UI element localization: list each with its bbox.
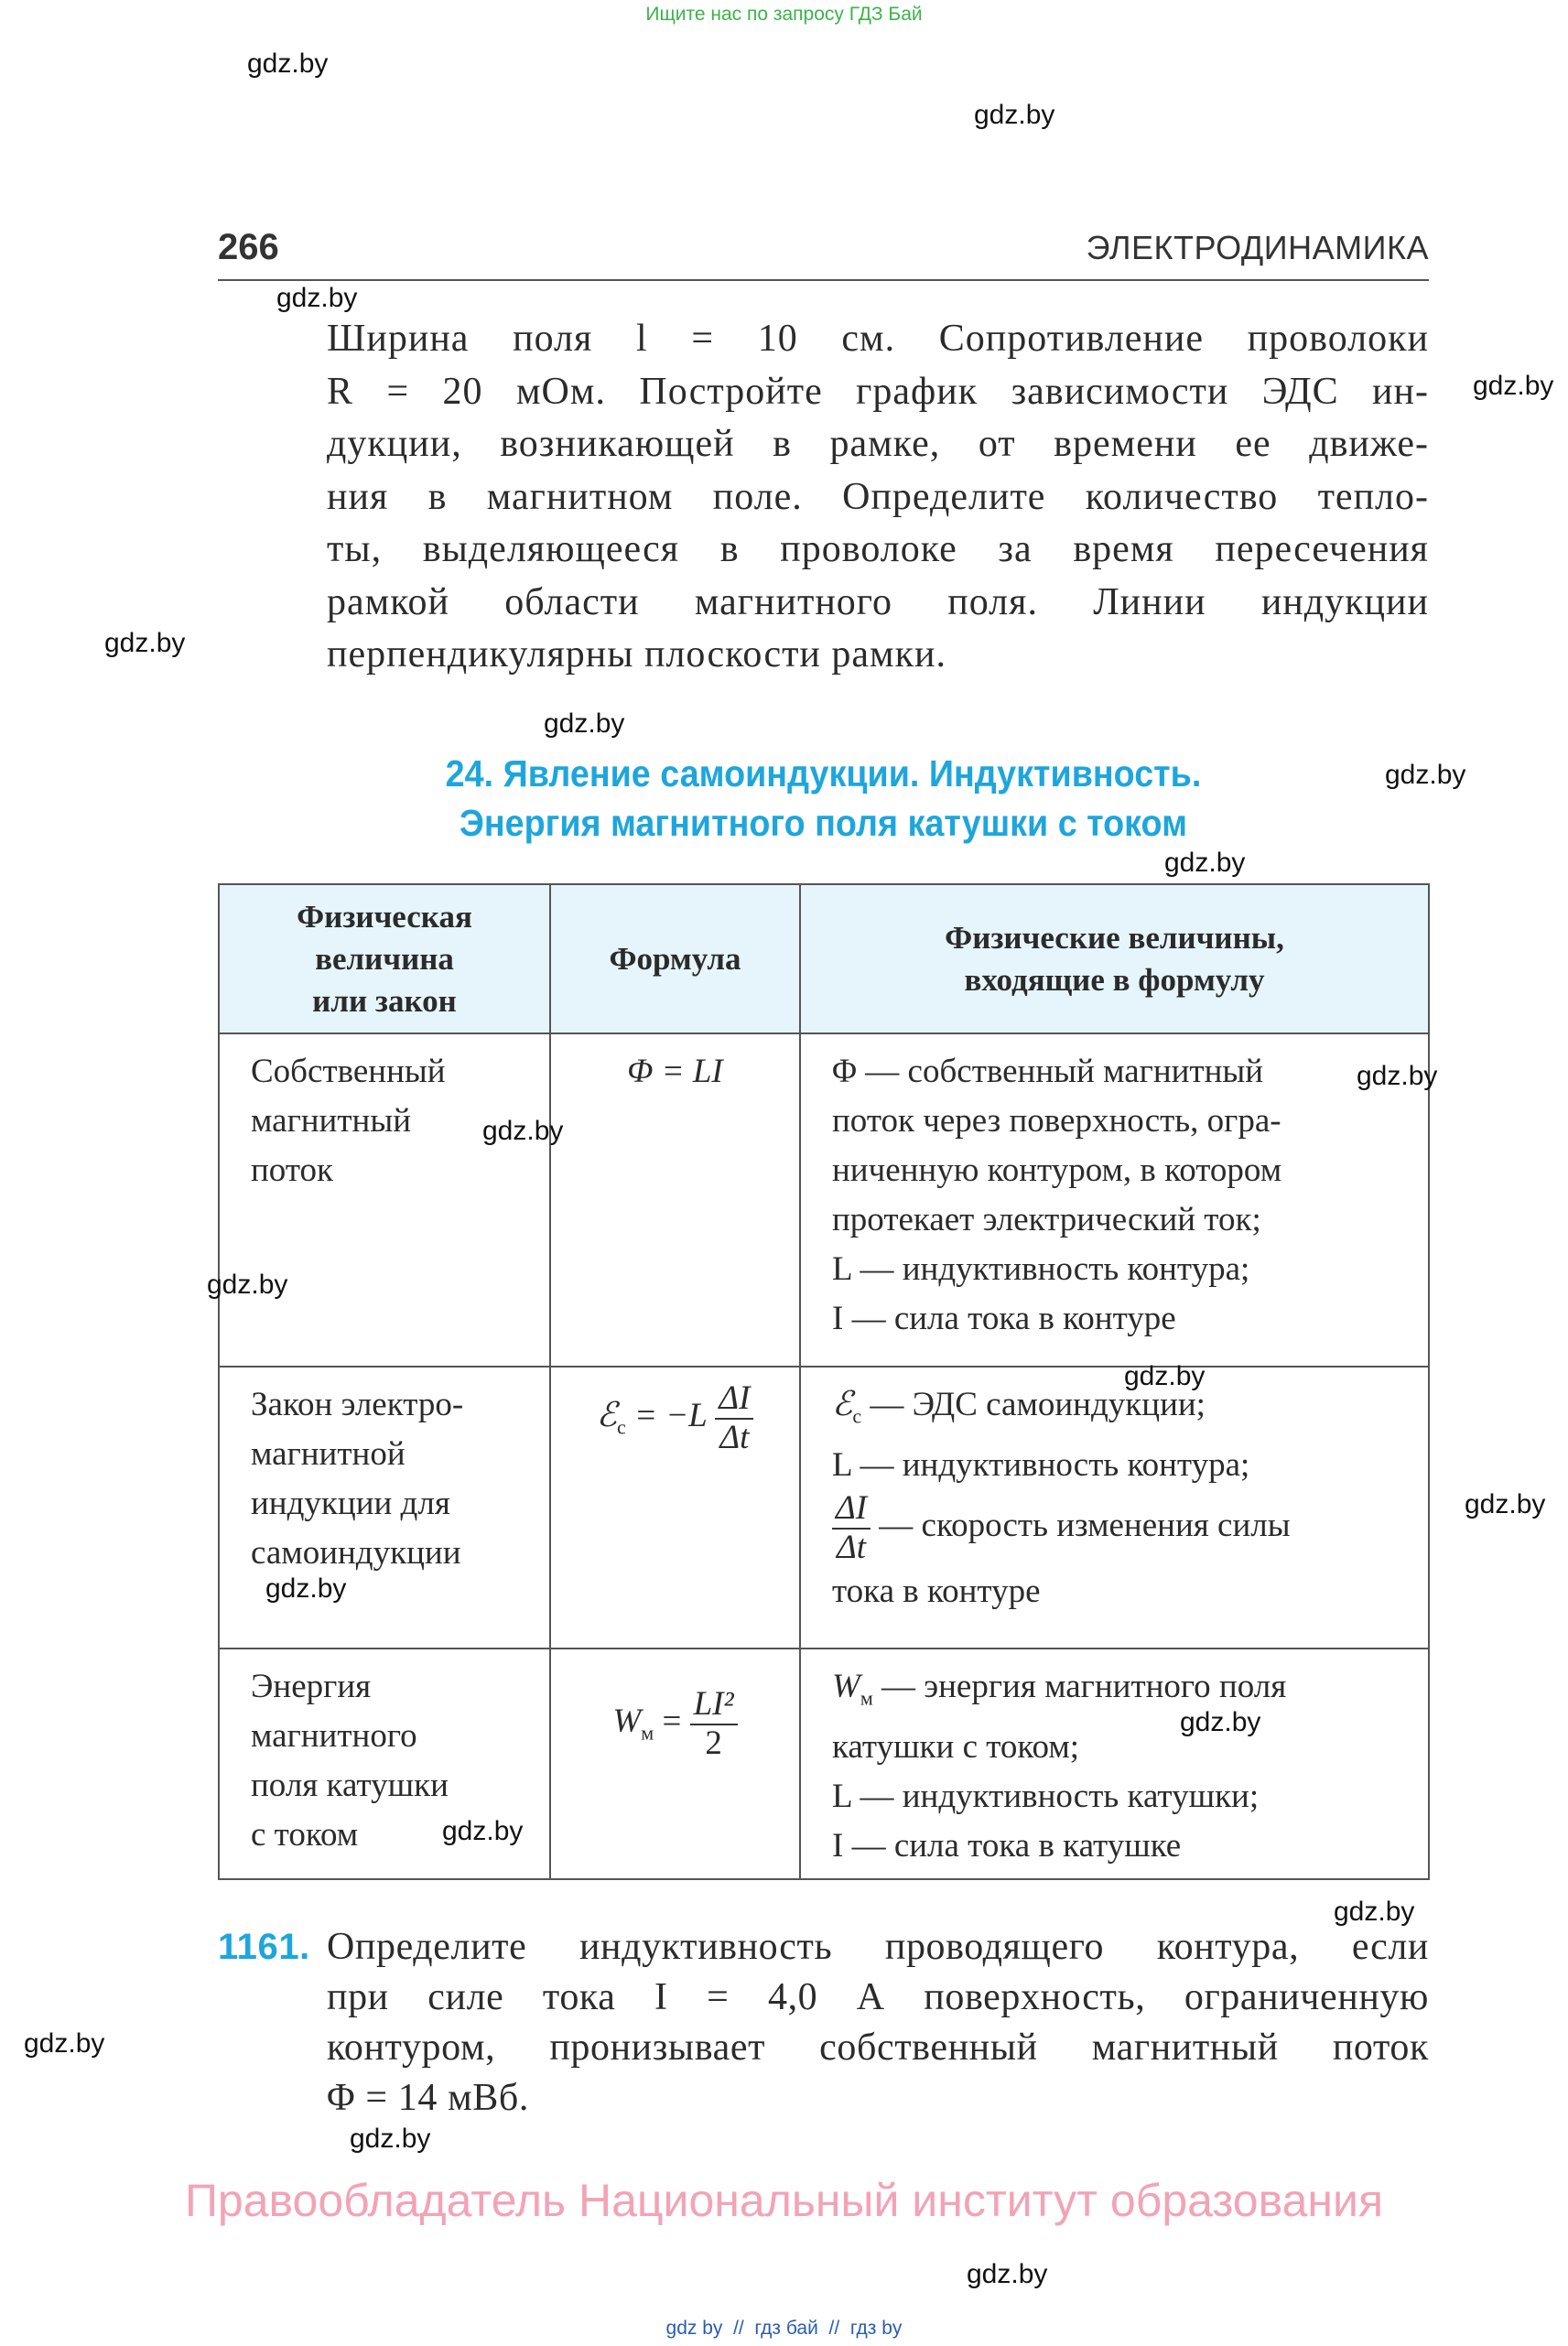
column-header: Физические величины, входящие в формулу [800, 884, 1429, 1033]
text-line: Определите индуктивность проводящего контура, если [327, 1926, 1429, 1968]
table-header-row [219, 884, 1429, 1033]
quantity-cell: Собственный магнитный поток [219, 1033, 550, 1367]
watermark: gdz.by [207, 1270, 288, 1300]
watermark: gdz.by [1385, 760, 1466, 790]
bottom-links[interactable]: gdz by // гдз бай // гдз by [665, 2318, 903, 2339]
formula-cell: $W_м$ = $\frac{\text{LI²}}{2}$ [550, 1649, 800, 1879]
watermark: gdz.by [1357, 1061, 1438, 1091]
text-line: контуром, пронизывает собственный магнитный поток [327, 2027, 1429, 2069]
heading-line: 24. Явление самоиндукции. Индуктивность. [445, 752, 1202, 795]
section-heading [266, 749, 1380, 848]
text-line: дукции, возникающей в рамке, от времени ее движе- [327, 423, 1429, 465]
watermark: gdz.by [1473, 371, 1554, 401]
description-cell: ℰ$_c$ — ЭДС самоиндукции; L — индуктивность контура; $\frac{\Delta I}{\Delta t}$ — скорость изменения силы тока в контуре [800, 1367, 1429, 1649]
watermark: gdz.by [482, 1116, 564, 1146]
table-row [219, 1367, 1429, 1649]
watermark: gdz.by [1124, 1361, 1206, 1391]
text-line: ты, выделяющееся в проволоке за время пересечения [327, 528, 1429, 570]
formula-cell: Φ = LI [550, 1033, 800, 1367]
watermark: gdz.by [265, 1573, 347, 1604]
text-line: Ширина поля l = 10 см. Сопротивление проволоки [327, 318, 1429, 360]
section-title: ЭЛЕКТРОДИНАМИКА [1086, 229, 1429, 266]
problem-1161 [218, 1922, 1429, 2124]
watermark: gdz.by [276, 283, 358, 313]
formula-cell: ℰ$_c$ = −L $\frac{\Delta I}{\Delta t}$ [550, 1367, 800, 1649]
watermark: gdz.by [24, 2028, 105, 2059]
text-line: ния в магнитном поле. Определите количество тепло- [327, 475, 1429, 518]
text-line: перпендикулярны плоскости рамки. [327, 633, 947, 676]
watermark: gdz.by [1180, 1707, 1261, 1737]
text-line: рамкой области магнитного поля. Линии индукции [327, 580, 1429, 623]
watermark: gdz.by [104, 628, 186, 658]
column-header: Физическая величина или закон [219, 884, 550, 1033]
problem-number: 1161. [218, 1927, 310, 1967]
watermark: gdz.by [247, 49, 329, 79]
copyright-notice: Правообладатель Национальный институт образования [184, 2175, 1384, 2226]
page-number: 266 [218, 227, 279, 267]
watermark: gdz.by [974, 100, 1055, 130]
watermark: gdz.by [1465, 1489, 1546, 1519]
text-line: R = 20 мОм. Постройте график зависимости ЭДС ин- [327, 370, 1429, 413]
top-note: Ищите нас по запросу ГДЗ Бай [645, 4, 923, 25]
watermark: gdz.by [1334, 1897, 1415, 1927]
column-header: Формула [550, 884, 800, 1033]
text-line: при силе тока I = 4,0 А поверхность, ограниченную [327, 1976, 1429, 2018]
watermark: gdz.by [967, 2259, 1048, 2289]
header-rule [218, 279, 1429, 281]
text-line: Φ = 14 мВб. [327, 2077, 529, 2119]
watermark: gdz.by [1164, 848, 1246, 878]
description-cell: $W_м$ — энергия магнитного поля катушки с током; L — индуктивность катушки; I — сила тока в катушке [800, 1649, 1429, 1879]
problem-continuation [327, 313, 1429, 682]
description-cell: Φ — собственный магнитный поток через поверхность, огра- ниченную контуром, в котором протекает электрический ток; L — индуктивность контура; I — сила тока в контуре [800, 1033, 1429, 1367]
quantity-cell: Энергия магнитного поля катушки с током [219, 1649, 550, 1879]
watermark: gdz.by [442, 1816, 524, 1846]
table-row [219, 1649, 1429, 1879]
table-row [219, 1033, 1429, 1367]
watermark: gdz.by [544, 708, 625, 739]
watermark: gdz.by [350, 2124, 431, 2154]
heading-line: Энергия магнитного поля катушки с током [460, 802, 1187, 844]
quantity-cell: Закон электро- магнитной индукции для самоиндукции [219, 1367, 550, 1649]
